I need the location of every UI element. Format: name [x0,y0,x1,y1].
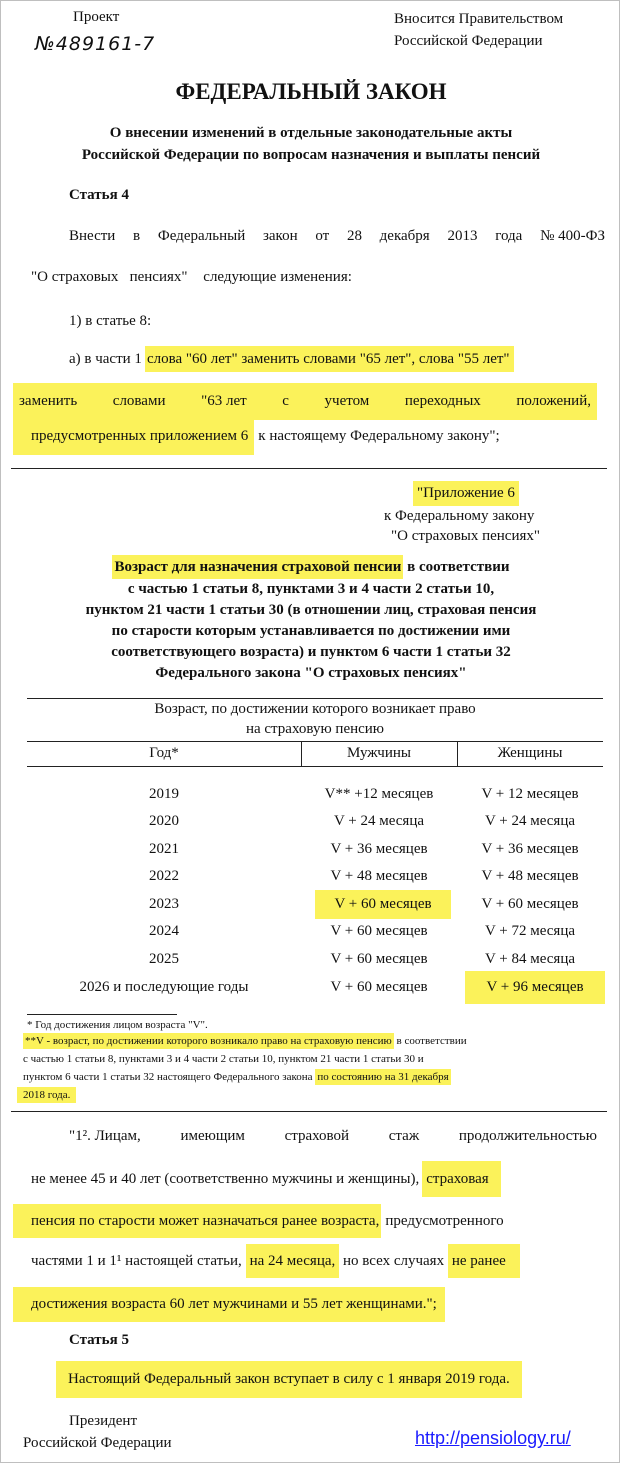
part12-line3-highlight: пенсия по старости может назначаться ранее возраста, [13,1204,381,1238]
part12-word: продолжительностью [458,1128,597,1144]
intro-word: закон [262,228,298,244]
table-cell-women: V + 12 месяцев [481,786,579,802]
table-cell-year: 2020 [149,813,179,829]
col-year-header: Год* [149,745,179,761]
item-a-line3 [13,428,500,445]
item-a-highlight: слова "60 лет" заменить словами "65 лет", слова "55 лет" [145,346,514,372]
table-cell-men: V + 60 месяцев [330,951,428,967]
part12-line4-hl2: не ранее [448,1244,520,1278]
intro-word: от [315,228,330,244]
subtitle-line1: О внесении изменений в отдельные законодательные акты [109,125,513,141]
table-header-rule [27,741,603,742]
article4-heading: Статья 4 [69,187,129,203]
part12-line2 [31,1171,501,1188]
intro-word: декабря [379,228,430,244]
appendix-line2: к Федеральному закону [384,508,535,524]
appendix-title: "Приложение 6 [413,481,519,506]
line2-word: переходных [404,393,481,409]
fn2-highlight: **V - возраст, по достижении которого возникало право на страховую пенсию [25,1035,392,1047]
line2-word: "63 лет [201,393,247,409]
part12-line2-highlight: страховая [422,1161,500,1197]
appendix-heading-line: по старости которым устанавливается по достижении ими [111,623,511,639]
project-label: Проект [73,9,120,25]
item1: 1) в статье 8: [69,313,152,329]
table-group-header-line2: на страховую пенсию [245,721,385,737]
law-name: "О страховых пенсиях" [31,269,188,285]
part12-line3-rest: предусмотренного [385,1213,504,1229]
intro-word: года [495,228,523,244]
part12-line5-highlight: достижения возраста 60 лет мужчинами и 55 лет женщинами."; [13,1287,445,1322]
table-cell-year: 2019 [149,786,179,802]
intro-word: Федеральный [157,228,246,244]
table-columns-rule [27,766,603,767]
table-cell-men: V + 60 месяцев [330,923,428,939]
table-cell-women: V + 84 месяца [484,951,576,967]
table-cell-year: 2021 [149,841,179,857]
part12-word: страховой [284,1128,350,1144]
table-cell-men: V + 60 месяцев [330,979,428,995]
table-cell-women: V + 72 месяца [484,923,576,939]
article5-text: Настоящий Федеральный закон вступает в силу с 1 января 2019 года. [56,1361,522,1398]
table-cell-year: 2024 [149,923,179,939]
table-cell-year: 2026 и последующие годы [79,979,249,995]
footnote-2-line1 [23,1035,467,1047]
footnote-1: * Год достижения лицом возраста "V". [27,1019,208,1031]
part12-line4 [31,1253,520,1270]
footnote-2-line3 [23,1071,451,1083]
fn2-line3-highlight: по состоянию на 31 декабря [317,1071,449,1083]
signature-line2: Российской Федерации [23,1435,172,1451]
divider [11,1111,607,1112]
appendix-heading-line1 [1,559,620,576]
article4-intro [69,228,605,245]
part12-word: стаж [388,1128,420,1144]
item-a-line1 [69,351,514,368]
line3-rest: к настоящему Федеральному закону"; [258,428,500,444]
col-men-header: Мужчины [347,745,411,761]
fn2-rest: в соответствии [393,1035,467,1047]
signature-line1: Президент [69,1413,137,1429]
line3-highlight: предусмотренных приложением 6 [13,419,254,455]
footnote-rule [27,1014,177,1015]
part12-line1 [69,1128,597,1145]
table-top-rule [27,698,603,699]
changes-text: следующие изменения: [203,269,352,285]
line2-word: с [282,393,289,409]
fn2-line3-text: пунктом 6 части 1 статьи 32 настоящего Федерального закона [23,1071,313,1083]
intro-word: в [133,228,141,244]
table-cell-women: V + 36 месяцев [481,841,579,857]
article4-law-line [31,269,352,286]
subtitle-line2: Российской Федерации по вопросам назначения и выплаты пенсий [81,147,541,163]
footnote-2-line2: с частью 1 статьи 8, пунктами 3 и 4 части 2 статьи 10, пунктом 21 части 1 статьи 30 и [23,1053,424,1065]
submitted-by-line2: Российской Федерации [394,33,543,49]
table-cell-men: V** +12 месяцев [324,786,434,802]
part12-line4-hl1: на 24 месяца, [246,1244,340,1278]
appendix-heading-line: с частью 1 статьи 8, пунктами 3 и 4 части 2 статьи 10, [127,581,495,597]
footnote-2-line4: 2018 года. [17,1087,76,1103]
table-cell-women: V + 60 месяцев [481,896,579,912]
part12-line2-text: не менее 45 и 40 лет (соответственно мужчины и женщины), [31,1171,420,1187]
table-cell-men: V + 36 месяцев [330,841,428,857]
project-number-handwritten: №489161-7 [35,33,156,55]
item-a-line2 [13,383,597,420]
heading-rest: в соответствии [403,559,510,575]
table-cell-women: V + 48 месяцев [481,868,579,884]
document-title: ФЕДЕРАЛЬНЫЙ ЗАКОН [175,79,447,104]
part12-line4-text: частями 1 и 1¹ настоящей статьи, [31,1253,242,1269]
table-cell-women-highlighted: V + 96 месяцев [465,971,605,1004]
table-cell-year: 2023 [149,896,179,912]
col-women-header: Женщины [497,745,563,761]
table-group-header-line1: Возраст, по достижении которого возникает право [154,701,476,717]
appendix-heading-line: соответствующего возраста) и пунктом 6 части 1 статьи 32 [111,644,511,660]
part12-line4-mid: но всех случаях [343,1253,445,1269]
line2-word: словами [112,393,166,409]
table-cell-men-highlighted: V + 60 месяцев [315,890,451,919]
table-cell-women: V + 24 месяца [484,813,576,829]
appendix-heading-line: Федерального закона "О страховых пенсиях" [155,665,467,681]
intro-word: 28 [346,228,362,244]
table-cell-year: 2022 [149,868,179,884]
table-cell-year: 2025 [149,951,179,967]
line2-word: учетом [324,393,370,409]
item-a-prefix: а) в части 1 [69,351,142,367]
intro-word: № 400-ФЗ [540,228,605,244]
intro-word: Внести [69,228,116,244]
table-cell-men: V + 24 месяца [333,813,425,829]
submitted-by-line1: Вносится Правительством [394,11,564,27]
appendix-line3: "О страховых пенсиях" [391,528,541,544]
article5-heading: Статья 5 [69,1332,129,1348]
line2-word: положений, [516,393,591,409]
part12-word: "1². Лицам, [69,1128,141,1144]
divider [11,468,607,469]
intro-word: 2013 [447,228,478,244]
watermark-link[interactable]: http://pensiology.ru/ [415,1428,571,1448]
part12-word: имеющим [180,1128,245,1144]
heading-highlight: Возраст для назначения страховой пенсии [112,555,403,579]
line2-word: заменить [19,393,78,409]
appendix-heading-line: пунктом 21 части 1 статьи 30 (в отношении лиц, страховая пенсия [85,602,537,618]
table-cell-men: V + 48 месяцев [330,868,428,884]
part12-line3 [13,1213,504,1230]
